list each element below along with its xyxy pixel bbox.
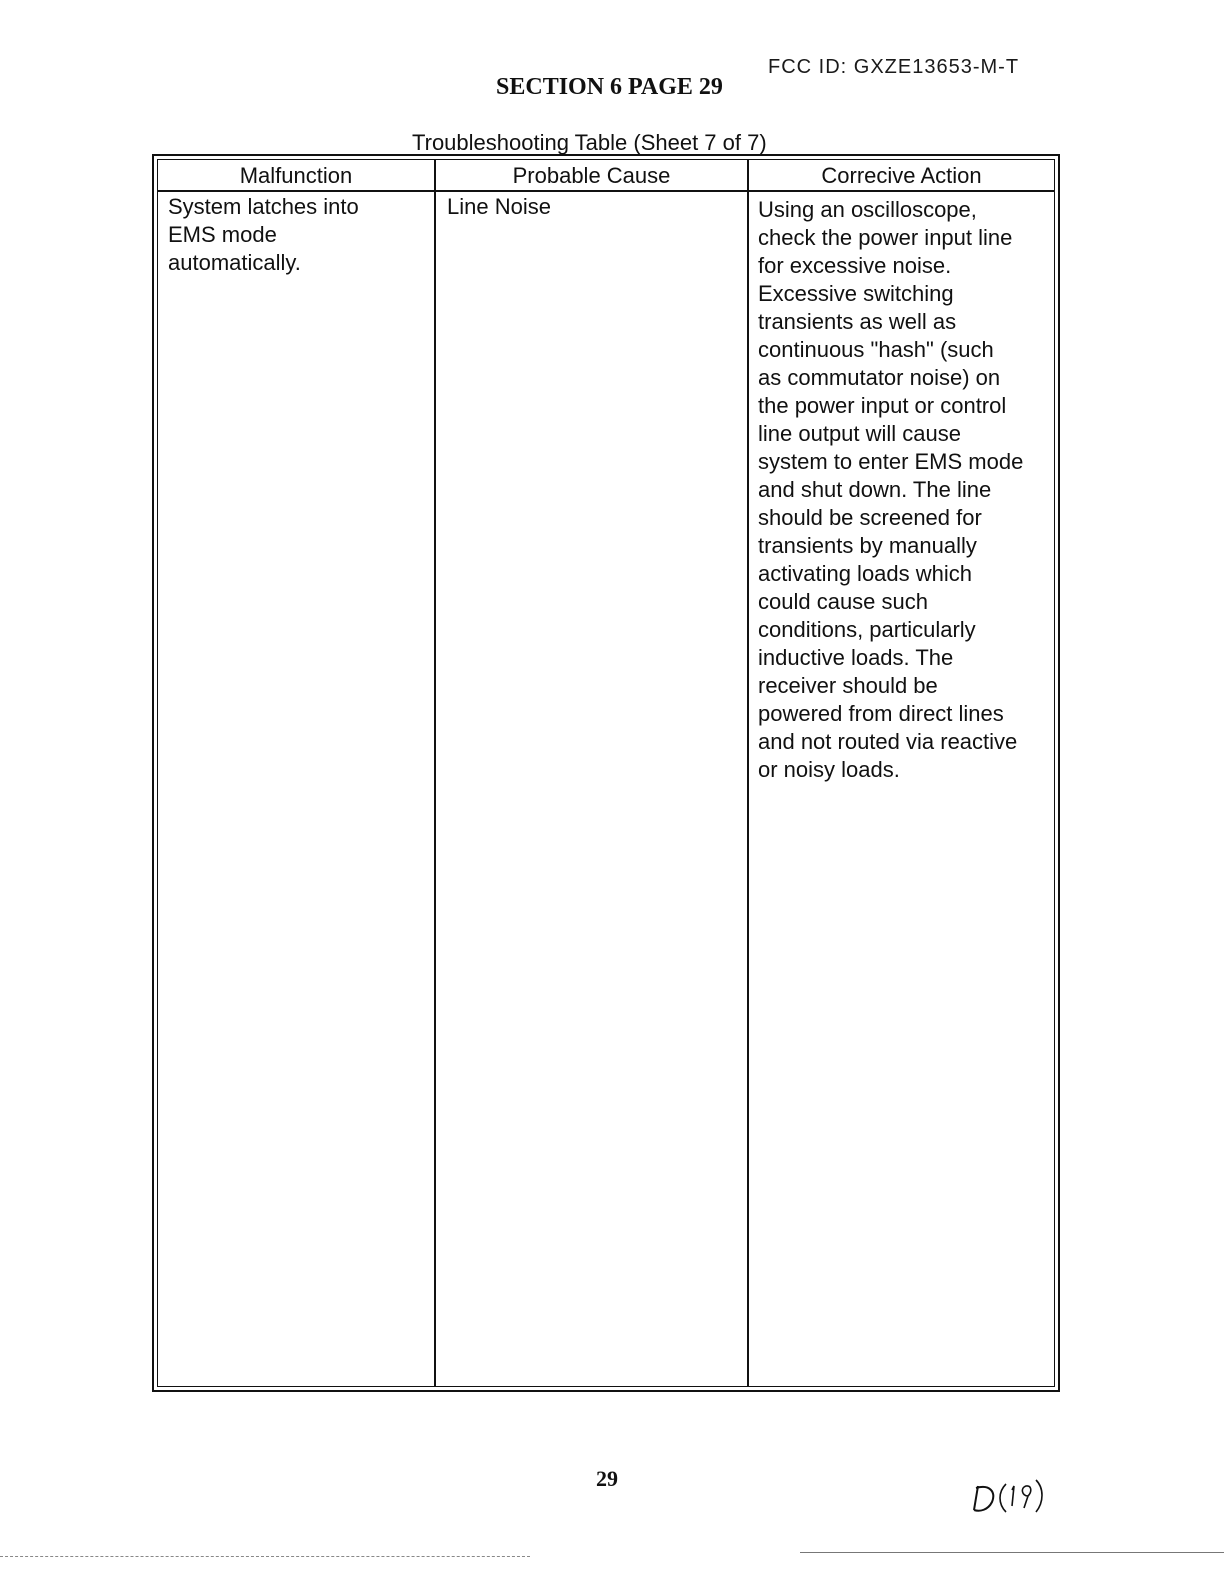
text-line: check the power input line	[758, 225, 1013, 250]
text-line: could cause such	[758, 589, 928, 614]
text-line: activating loads which	[758, 561, 973, 586]
text-line: or noisy loads.	[758, 757, 900, 782]
text-line: system to enter EMS mode	[758, 449, 1024, 474]
cell-probable-cause	[447, 193, 743, 221]
text-line: powered from direct lines	[758, 701, 1004, 726]
fcc-id: FCC ID: GXZE13653-M-T	[768, 56, 1020, 78]
scan-edge-line	[800, 1552, 1224, 1553]
column-divider	[747, 160, 749, 1386]
table-body	[157, 159, 1055, 1387]
text-line: and shut down. The line	[758, 477, 992, 502]
cell-corrective-action	[758, 196, 1054, 784]
page-number: 29	[596, 1466, 618, 1491]
text-line: as commutator noise) on	[758, 365, 1001, 390]
text-line: automatically.	[168, 250, 301, 275]
section-title: SECTION 6 PAGE 29	[496, 74, 723, 100]
column-header-probable-cause: Probable Cause	[512, 163, 671, 188]
text-line: Using an oscilloscope,	[758, 197, 977, 222]
column-divider	[434, 160, 436, 1386]
scan-edge-line	[0, 1556, 530, 1557]
text-line: and not routed via reactive	[758, 729, 1018, 754]
text-line: receiver should be	[758, 673, 938, 698]
text-line: inductive loads. The	[758, 645, 954, 670]
text-line: System latches into	[168, 194, 359, 219]
column-header-malfunction: Malfunction	[239, 163, 353, 188]
text-line: line output will cause	[758, 421, 962, 446]
table-caption: Troubleshooting Table (Sheet 7 of 7)	[412, 130, 767, 155]
text-line: transients by manually	[758, 533, 977, 558]
text-line: the power input or control	[758, 393, 1007, 418]
text-line: for excessive noise.	[758, 253, 952, 278]
text-line: continuous "hash" (such	[758, 337, 994, 362]
header-divider	[158, 190, 1054, 192]
cell-malfunction	[168, 193, 430, 277]
column-header-corrective-action: Correcive Action	[821, 163, 982, 188]
handwritten-note	[966, 1476, 1050, 1516]
text-line: EMS mode	[168, 222, 277, 247]
text-line: should be screened for	[758, 505, 982, 530]
text-line: transients as well as	[758, 309, 957, 334]
text-line: Excessive switching	[758, 281, 954, 306]
text-line: Line Noise	[447, 194, 551, 219]
text-line: conditions, particularly	[758, 617, 976, 642]
troubleshooting-table	[152, 154, 1060, 1392]
